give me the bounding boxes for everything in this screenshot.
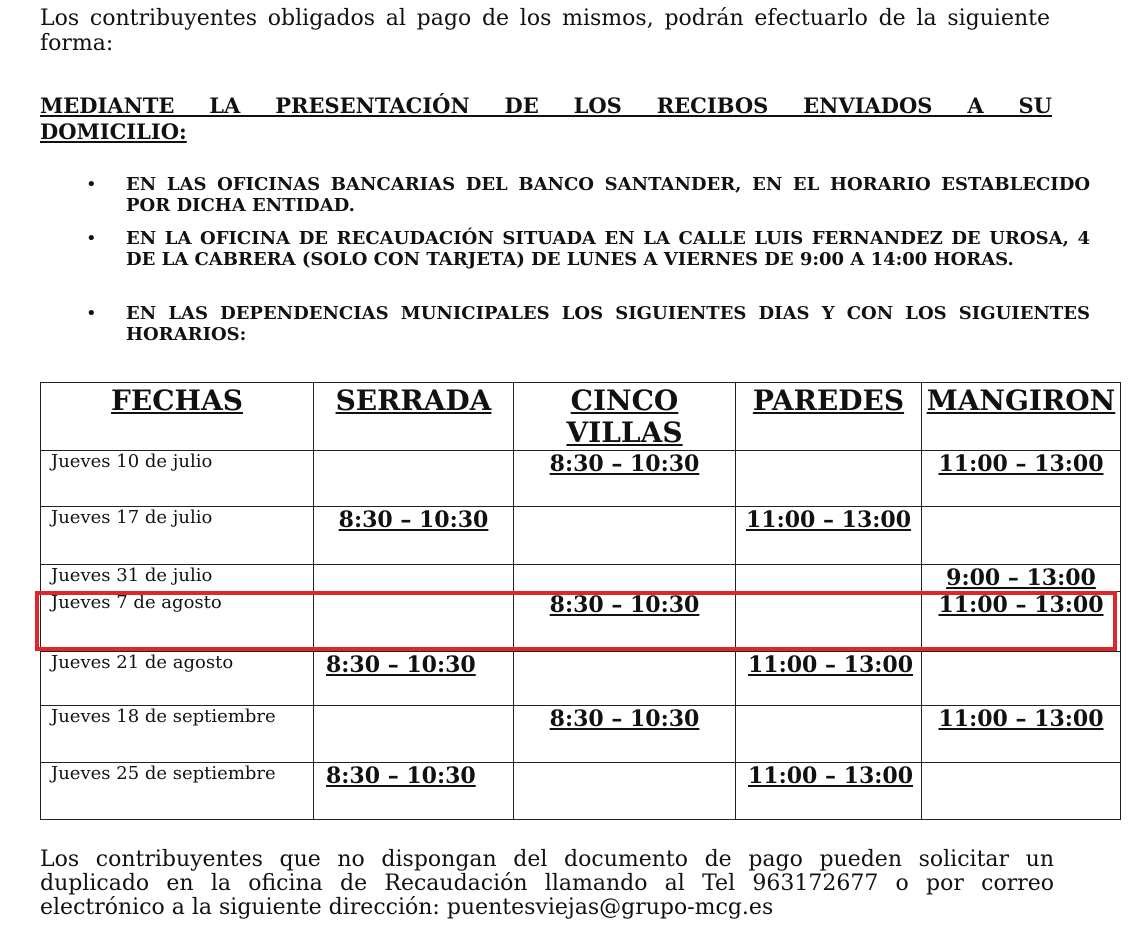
- list-item-text: EN LAS DEPENDENCIAS MUNICIPALES LOS SIGUIENTES DIAS Y CON LOS SIGUIENTES HORARIOS:: [126, 303, 1090, 345]
- table-row: [41, 507, 1121, 565]
- cell-cinco-villas: [514, 507, 736, 565]
- list-item: [86, 228, 1090, 291]
- cell-cinco-villas: 8:30 – 10:30: [514, 451, 736, 507]
- bullet-icon: •: [86, 228, 97, 249]
- cell-cinco-villas: 8:30 – 10:30: [514, 706, 736, 763]
- header-serrada: SERRADA: [314, 383, 514, 451]
- cell-paredes: [736, 592, 922, 652]
- cell-cinco-villas: [514, 763, 736, 820]
- section-heading: [40, 93, 1052, 145]
- header-mangiron: MANGIRON: [922, 383, 1121, 451]
- list-item: [86, 303, 1090, 345]
- cell-mangiron: [922, 507, 1121, 565]
- cell-serrada: 8:30 – 10:30: [314, 763, 514, 820]
- footer-paragraph: Los contribuyentes que no dispongan del documento de pago pueden solicitar un duplicado en la oficina de Recaudación llamando al Tel 963172677 o por correo electrónico a la siguiente dirección: puentesviejas@grupo-mcg.es: [40, 847, 1054, 920]
- cell-paredes: [736, 706, 922, 763]
- bullet-icon: •: [86, 174, 97, 195]
- cell-date: Jueves 21 de agosto: [41, 652, 314, 706]
- intro-paragraph: Los contribuyentes obligados al pago de los mismos, podrán efectuarlo de la siguiente forma:: [40, 6, 1050, 56]
- cell-mangiron: 11:00 – 13:00: [922, 451, 1121, 507]
- table-row: [41, 451, 1121, 507]
- section-heading-line2: DOMICILIO:: [40, 119, 187, 144]
- cell-mangiron: 11:00 – 13:00: [922, 592, 1121, 652]
- cell-mangiron: 11:00 – 13:00: [922, 706, 1121, 763]
- header-cinco-villas: CINCO VILLAS: [514, 383, 736, 451]
- cell-date: Jueves 31 de julio: [41, 565, 314, 592]
- table-row: [41, 652, 1121, 706]
- bullet-icon: •: [86, 303, 97, 324]
- cell-date: Jueves 18 de septiembre: [41, 706, 314, 763]
- cell-paredes: 11:00 – 13:00: [736, 507, 922, 565]
- cell-date: Jueves 7 de agosto: [41, 592, 314, 652]
- cell-date: Jueves 25 de septiembre: [41, 763, 314, 820]
- payment-options-list: [88, 174, 1090, 345]
- table-row: [41, 706, 1121, 763]
- cell-serrada: 8:30 – 10:30: [314, 652, 514, 706]
- header-paredes: PAREDES: [736, 383, 922, 451]
- section-heading-line1: MEDIANTE LA PRESENTACIÓN DE LOS RECIBOS ENVIADOS A SU: [40, 93, 1052, 118]
- cell-cinco-villas: [514, 652, 736, 706]
- cell-cinco-villas: 8:30 – 10:30: [514, 592, 736, 652]
- cell-serrada: [314, 451, 514, 507]
- table-header-row: [41, 383, 1121, 451]
- cell-paredes: 11:00 – 13:00: [736, 763, 922, 820]
- schedule-table: [40, 382, 1121, 820]
- list-item: [86, 174, 1090, 216]
- cell-mangiron: [922, 652, 1121, 706]
- list-item-text: EN LAS OFICINAS BANCARIAS DEL BANCO SANTANDER, EN EL HORARIO ESTABLECIDO POR DICHA ENTIDAD.: [126, 174, 1090, 216]
- cell-date: Jueves 17 de julio: [41, 507, 314, 565]
- cell-cinco-villas: [514, 565, 736, 592]
- cell-serrada: 8:30 – 10:30: [314, 507, 514, 565]
- table-row: [41, 763, 1121, 820]
- cell-paredes: [736, 451, 922, 507]
- table-row: [41, 592, 1121, 652]
- cell-serrada: [314, 592, 514, 652]
- header-fechas: FECHAS: [41, 383, 314, 451]
- cell-mangiron: [922, 763, 1121, 820]
- cell-paredes: [736, 565, 922, 592]
- cell-date: Jueves 10 de julio: [41, 451, 314, 507]
- cell-mangiron: 9:00 – 13:00: [922, 565, 1121, 592]
- cell-serrada: [314, 706, 514, 763]
- cell-serrada: [314, 565, 514, 592]
- list-item-text: EN LA OFICINA DE RECAUDACIÓN SITUADA EN LA CALLE LUIS FERNANDEZ DE UROSA, 4 DE LA CABRERA (SOLO CON TARJETA) DE LUNES A VIERNES DE 9:00 A 14:00 HORAS.: [126, 228, 1090, 270]
- cell-paredes: 11:00 – 13:00: [736, 652, 922, 706]
- table-row: [41, 565, 1121, 592]
